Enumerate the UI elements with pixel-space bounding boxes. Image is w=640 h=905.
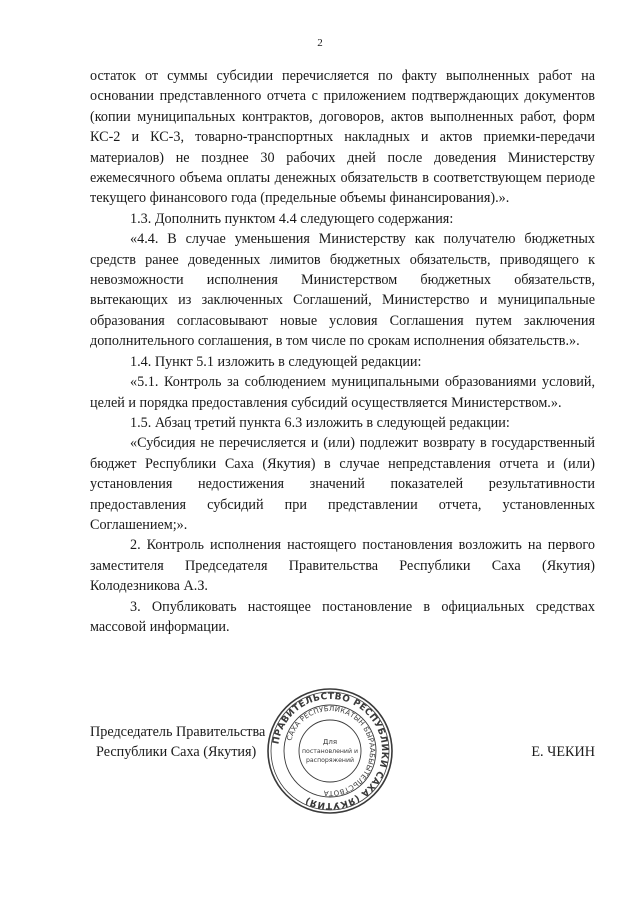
paragraph-item-3-publish: 3. Опубликовать настоящее постановление в официальных средствах массовой информации. (90, 598, 595, 635)
document-body (90, 66, 595, 637)
seal-graphic (265, 686, 395, 816)
paragraph-item-1-5: 1.5. Абзац третий пункта 6.3 изложить в следующей редакции: (130, 414, 510, 431)
seal-center-text-1: Для (322, 738, 338, 746)
paragraph-subsidy-return: «Субсидия не перечисляется и (или) подлежит возврату в государственный бюджет Республики Саха (Якутия) в случае непредставления отчета и (или) установления недостижения значений показателей результативности предоставления субсидий при представлении отчета, установленных Соглашением;». (90, 435, 595, 533)
signatory-title-line-2: Республики Саха (Якутия) (96, 744, 257, 760)
paragraph-clause-4-4: «4.4. В случае уменьшения Министерству как получателю бюджетных средств ранее доведенных лимитов бюджетных обязательств, приводящего к невозможности исполнения Министерством бюджетных обязательств, вытекающих из заключенных Соглашений, Министерство и муниципальные образования согласовывают новые условия Соглашения путем заключения дополнительного соглашения, в том числе по срокам исполнения обязательств.». (90, 231, 595, 350)
official-seal-stamp (265, 686, 395, 816)
seal-center-text-2: постановлений и (302, 748, 358, 755)
paragraph-subsidy-remainder: остаток от суммы субсидии перечисляется по факту выполненных работ на основании представленного отчета с приложением подтверждающих документов (копии муниципальных контрактов, договоров, актов выполненных работ, форм КС-2 и КС-3, товарно-транспортных накладных и актов приемки-передачи материалов) не позднее 30 рабочих дней после доведения Министерству ежемесячного объема оплаты денежных обязательств в соответствующем периоде текущего финансового года (предельные объемы финансирования).». (90, 68, 595, 207)
seal-outer-text: ПРАВИТЕЛЬСТВО РЕСПУБЛИКИ САХА (ЯКУТИЯ) (271, 691, 390, 811)
signatory-title (90, 722, 265, 762)
paragraph-item-1-4: 1.4. Пункт 5.1 изложить в следующей редакции: (130, 353, 422, 370)
seal-inner-text: САХА РЕСПУБЛИКАТЫН БЫРААБЫЫТЕЛЬСТВОТА (285, 704, 377, 798)
seal-center-text-3: распоряжений (305, 757, 355, 764)
paragraph-item-1-3: 1.3. Дополнить пунктом 4.4 следующего содержания: (130, 210, 454, 227)
page-number: 2 (317, 37, 323, 49)
paragraph-clause-5-1: «5.1. Контроль за соблюдением муниципальными образованиями условий, целей и порядка предоставления субсидий осуществляется Министерством.». (90, 374, 595, 411)
paragraph-item-2-control: 2. Контроль исполнения настоящего постановления возложить на первого заместителя Председателя Правительства Республики Саха (Якутия) Колодезникова А.З. (90, 537, 595, 595)
signatory-title-line-1: Председатель Правительства (90, 724, 266, 740)
signatory-name: Е. ЧЕКИН (531, 744, 595, 760)
